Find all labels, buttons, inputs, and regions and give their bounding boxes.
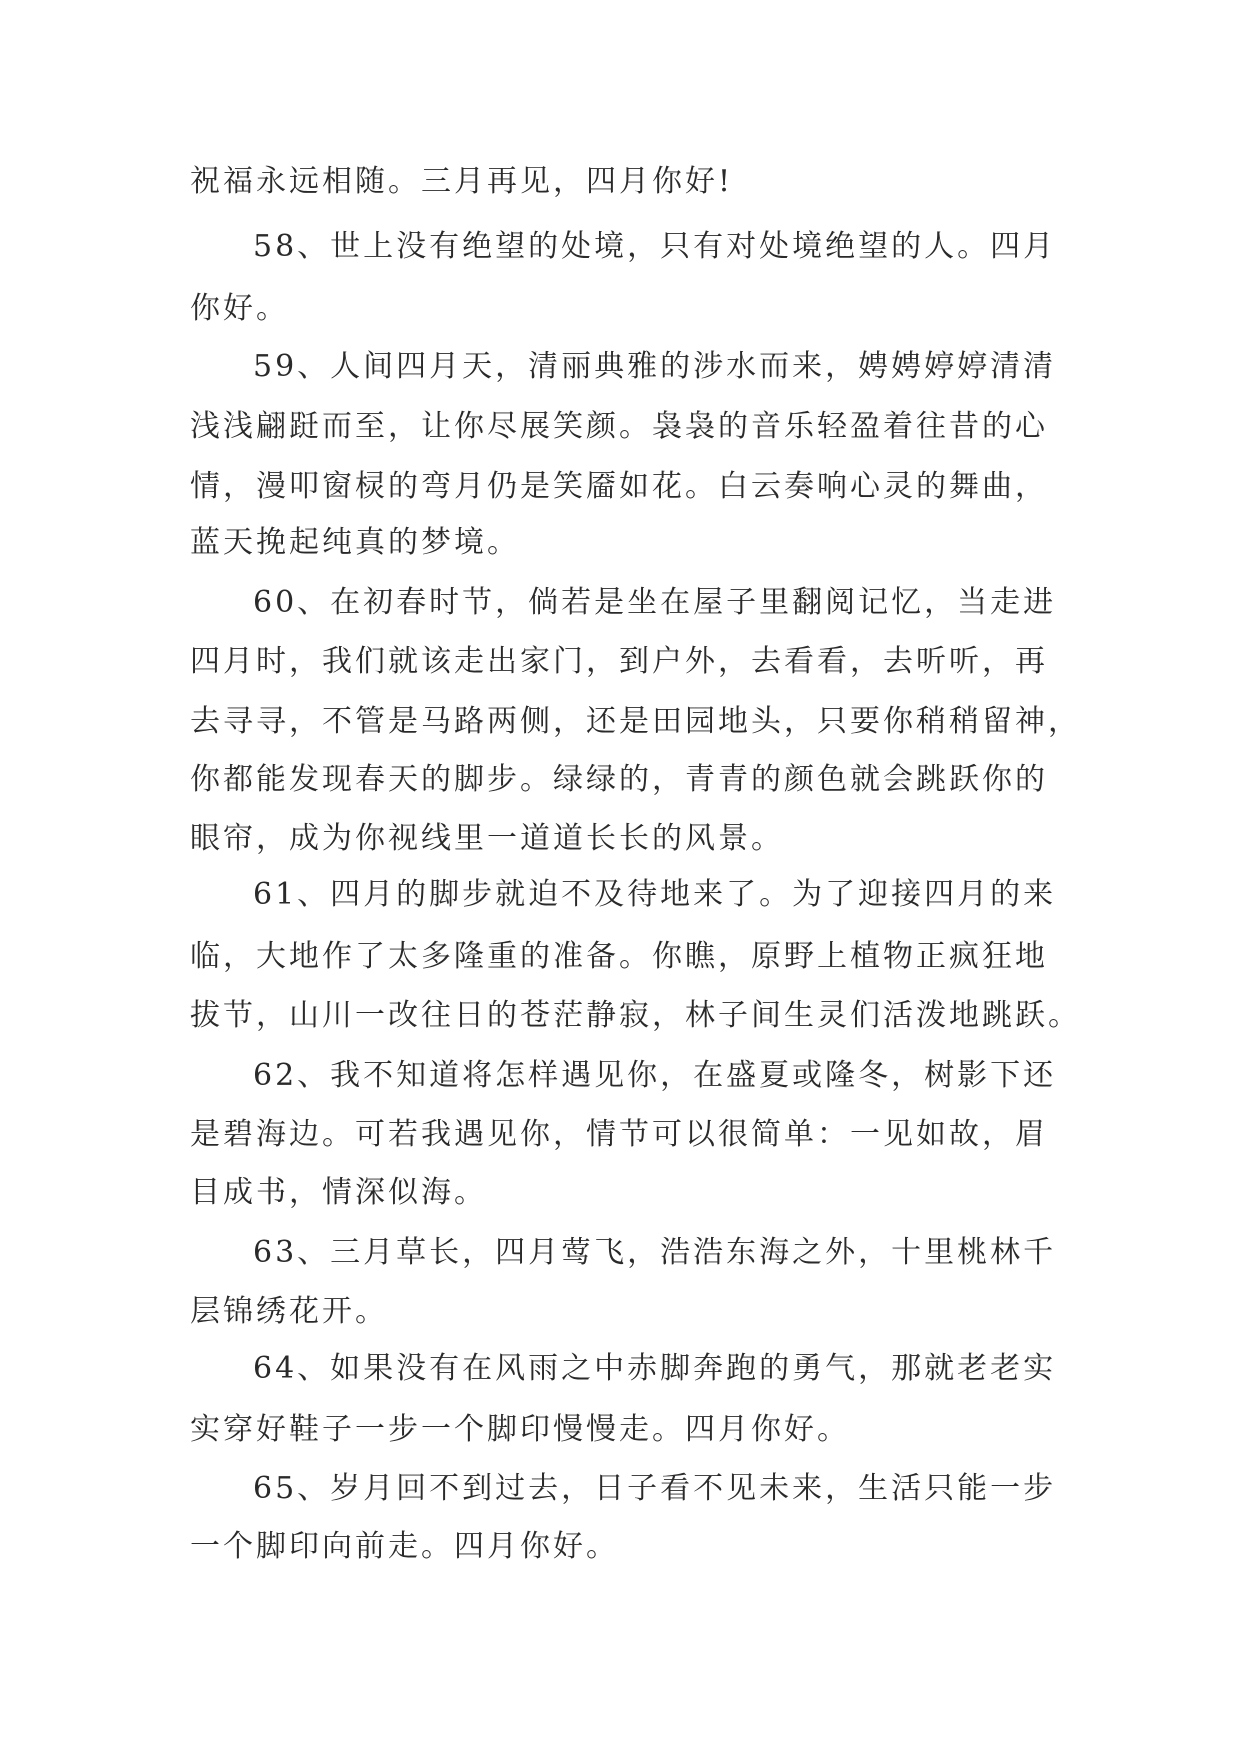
text-line: 去寻寻，不管是马路两侧，还是田园地头，只要你稍稍留神， (190, 704, 1081, 739)
text-line: 情，漫叩窗棂的弯月仍是笑靥如花。白云奏响心灵的舞曲， (190, 469, 1048, 504)
text-line: 眼帘，成为你视线里一道道长长的风景。 (190, 821, 784, 856)
text-line: 目成书，情深似海。 (190, 1175, 487, 1210)
text-line: 一个脚印向前走。四月你好。 (190, 1529, 619, 1564)
text-line: 四月时，我们就该走出家门，到户外，去看看，去听听，再 (190, 644, 1048, 679)
text-line: 蓝天挽起纯真的梦境。 (190, 525, 520, 560)
text-line: 是碧海边。可若我遇见你，情节可以很简单：一见如故，眉 (190, 1117, 1048, 1152)
text-line: 58、世上没有绝望的处境，只有对处境绝望的人。四月 (253, 229, 1057, 264)
text-line: 你好。 (190, 291, 289, 326)
text-line: 62、我不知道将怎样遇见你，在盛夏或隆冬，树影下还 (253, 1058, 1057, 1093)
text-line: 60、在初春时节，倘若是坐在屋子里翻阅记忆，当走进 (253, 585, 1057, 620)
text-line: 64、如果没有在风雨之中赤脚奔跑的勇气，那就老老实 (253, 1351, 1057, 1386)
text-line: 59、人间四月天，清丽典雅的涉水而来，娉娉婷婷清清 (253, 349, 1057, 384)
text-line: 祝福永远相随。三月再见，四月你好! (190, 164, 734, 199)
text-line: 拔节，山川一改往日的苍茫静寂，林子间生灵们活泼地跳跃。 (190, 998, 1081, 1033)
text-line: 层锦绣花开。 (190, 1294, 388, 1329)
text-line: 实穿好鞋子一步一个脚印慢慢走。四月你好。 (190, 1412, 850, 1447)
text-line: 浅浅翩跹而至，让你尽展笑颜。袅袅的音乐轻盈着往昔的心 (190, 409, 1048, 444)
text-line: 65、岁月回不到过去，日子看不见未来，生活只能一步 (253, 1471, 1057, 1506)
text-line: 63、三月草长，四月莺飞，浩浩东海之外，十里桃林千 (253, 1235, 1057, 1270)
text-line: 你都能发现春天的脚步。绿绿的，青青的颜色就会跳跃你的 (190, 762, 1048, 797)
text-line: 临，大地作了太多隆重的准备。你瞧，原野上植物正疯狂地 (190, 939, 1048, 974)
text-line: 61、四月的脚步就迫不及待地来了。为了迎接四月的来 (253, 877, 1057, 912)
